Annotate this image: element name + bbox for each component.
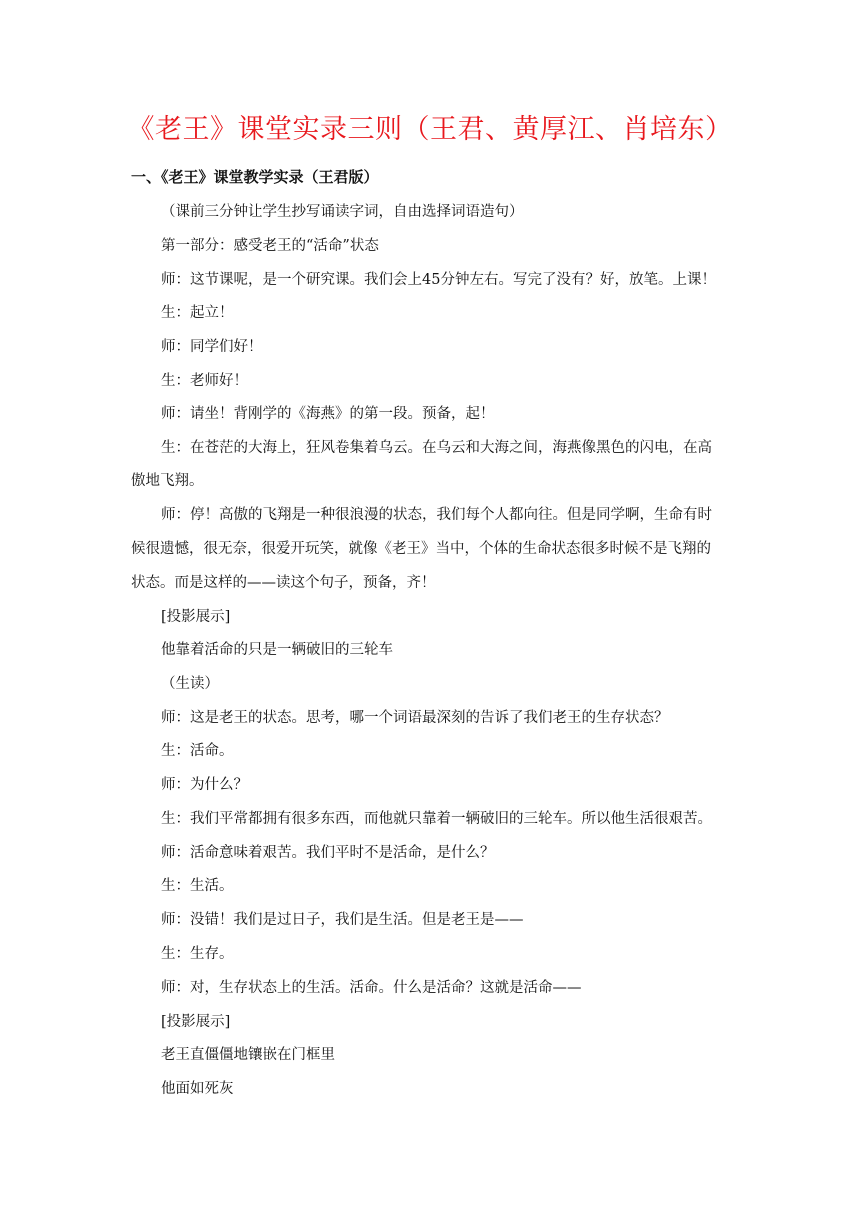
section-heading: 一、《老王》课堂教学实录（王君版） xyxy=(131,168,379,186)
paragraph-line: [投影展示] xyxy=(161,1014,231,1030)
paragraph-line: 候很遗憾，很无奈，很爱开玩笑，就像《老王》当中，个体的生命状态很多时候不是飞翔的 xyxy=(131,541,711,557)
paragraph-line: 第一部分：感受老王的“活命”状态 xyxy=(161,238,379,254)
paragraph-line: 师：请坐！背刚学的《海燕》的第一段。预备，起！ xyxy=(161,406,495,422)
paragraph-line: 生：老师好！ xyxy=(161,373,248,389)
paragraph-line: 师：对，生存状态上的生活。活命。什么是活命？这就是活命—— xyxy=(161,980,582,996)
paragraph-line: 师：同学们好！ xyxy=(161,339,263,355)
paragraph-line: 傲地飞翔。 xyxy=(131,473,204,489)
paragraph-line: （课前三分钟让学生抄写诵读字词，自由选择词语造句） xyxy=(161,204,524,220)
paragraph-line: 生：起立！ xyxy=(161,305,234,321)
paragraph-line: （生读） xyxy=(161,676,219,692)
paragraph-line: 生：在苍茫的大海上，狂风卷集着乌云。在乌云和大海之间，海燕像黑色的闪电，在高 xyxy=(161,440,712,456)
paragraph-line: 师：没错！我们是过日子，我们是生活。但是老王是—— xyxy=(161,912,524,928)
paragraph-line: 状态。而是这样的——读这个句子，预备，齐！ xyxy=(131,575,436,591)
paragraph-line: 他靠着活命的只是一辆破旧的三轮车 xyxy=(161,642,393,658)
paragraph-line: 老王直僵僵地镶嵌在门框里 xyxy=(161,1047,335,1063)
paragraph-line: 师：这节课呢，是一个研究课。我们会上45分钟左右。写完了没有？好，放笔。上课！ xyxy=(161,272,716,288)
paragraph-line: 他面如死灰 xyxy=(161,1081,234,1097)
document-title: 《老王》课堂实录三则（王君、黄厚江、肖培东） xyxy=(127,114,733,145)
paragraph-line: 师：为什么？ xyxy=(161,777,248,793)
paragraph-line: [投影展示] xyxy=(161,609,231,625)
paragraph-line: 生：活命。 xyxy=(161,743,234,759)
paragraph-line: 师：这是老王的状态。思考，哪一个词语最深刻的告诉了我们老王的生存状态？ xyxy=(161,710,669,726)
paragraph-line: 生：我们平常都拥有很多东西，而他就只靠着一辆破旧的三轮车。所以他生活很艰苦。 xyxy=(161,811,712,827)
paragraph-line: 师：停！高傲的飞翔是一种很浪漫的状态，我们每个人都向往。但是同学啊，生命有时 xyxy=(161,507,712,523)
paragraph-line: 生：生存。 xyxy=(161,946,234,962)
paragraph-line: 生：生活。 xyxy=(161,878,234,894)
paragraph-line: 师：活命意味着艰苦。我们平时不是活命，是什么？ xyxy=(161,845,495,861)
